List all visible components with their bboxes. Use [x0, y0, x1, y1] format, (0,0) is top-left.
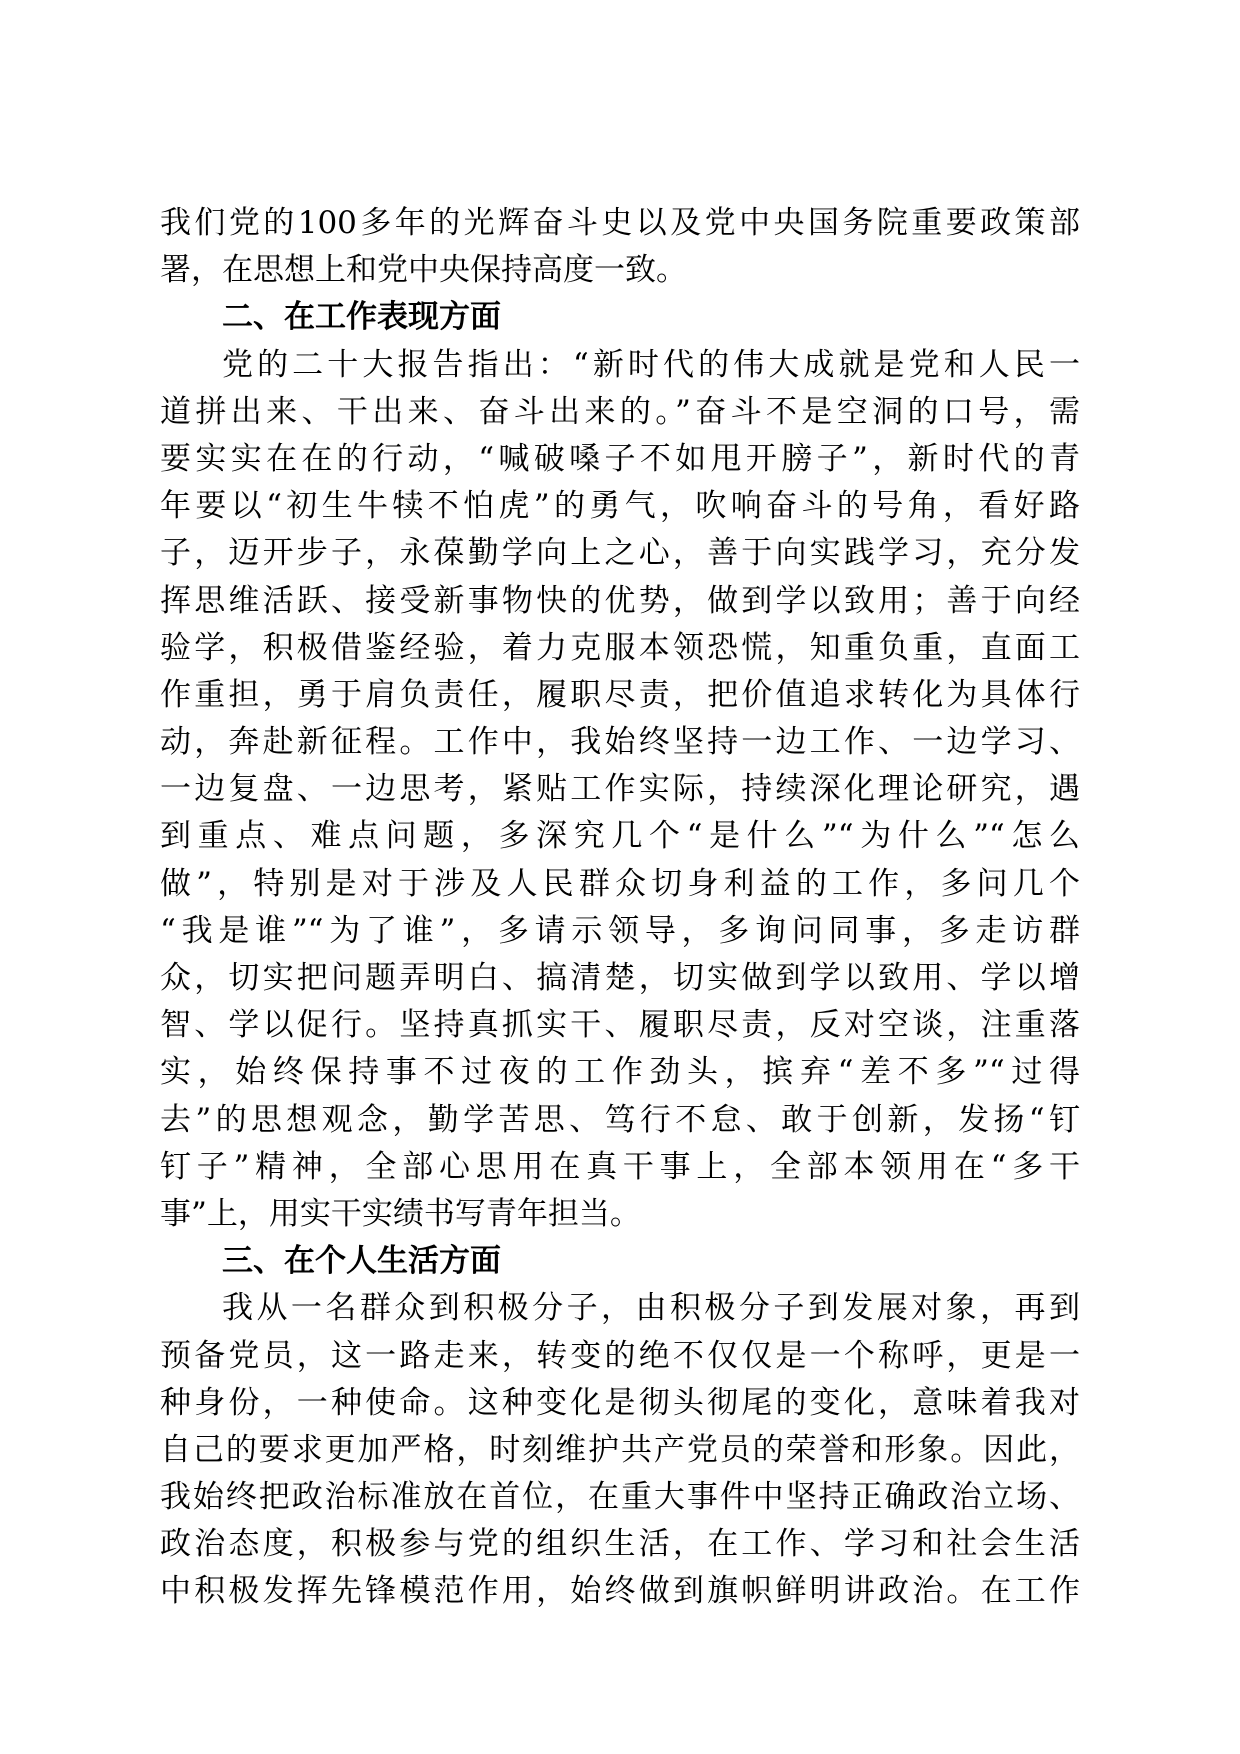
text-line: 做”，特别是对于涉及人民群众切身利益的工作，多问几个 — [160, 865, 1080, 902]
text-line: 署，在思想上和党中央保持高度一致。 — [160, 252, 687, 289]
text-line: 年要以“初生牛犊不怕虎”的勇气，吹响奋斗的号角，看好路 — [160, 488, 1080, 525]
text-line: 子，迈开步子，永葆勤学向上之心，善于向实践学习，充分发 — [160, 535, 1080, 572]
text-line: 事”上，用实干实绩书写青年担当。 — [160, 1195, 641, 1232]
paragraph-personal-life — [160, 1285, 1080, 1615]
paragraph-continuation — [160, 200, 1080, 294]
text-line: 中积极发挥先锋模范作用，始终做到旗帜鲜明讲政治。在工作 — [160, 1573, 1080, 1610]
text-line: 一边复盘、一边思考，紧贴工作实际，持续深化理论研究，遇 — [160, 771, 1080, 808]
text-line: 预备党员，这一路走来，转变的绝不仅仅是一个称呼，更是一 — [160, 1337, 1080, 1374]
text-line: 动，奔赴新征程。工作中，我始终坚持一边工作、一边学习、 — [160, 724, 1080, 761]
paragraph-work-performance — [160, 342, 1080, 1239]
text-line: 实，始终保持事不过夜的工作劲头，摈弃“差不多”“过得 — [160, 1054, 1080, 1091]
text-line: 党的二十大报告指出：“新时代的伟大成就是党和人民一 — [222, 346, 1080, 383]
text-line: 验学，积极借鉴经验，着力克服本领恐慌，知重负重，直面工 — [160, 629, 1080, 666]
text-line: 智、学以促行。坚持真抓实干、履职尽责，反对空谈，注重落 — [160, 1007, 1080, 1044]
text-line: 我始终把政治标准放在首位，在重大事件中坚持正确政治立场、 — [160, 1479, 1080, 1516]
text-line: 我从一名群众到积极分子，由积极分子到发展对象，再到 — [222, 1290, 1080, 1327]
text-line: “我是谁”“为了谁”，多请示领导，多询问同事，多走访群 — [160, 912, 1080, 949]
text-line: 种身份，一种使命。这种变化是彻头彻尾的变化，意味着我对 — [160, 1384, 1080, 1421]
text-line: 钉子”精神，全部心思用在真干事上，全部本领用在“多干 — [160, 1148, 1080, 1185]
section-heading-work-performance: 二、在工作表现方面 — [222, 299, 501, 336]
document-body — [160, 200, 1080, 1616]
text-line: 挥思维活跃、接受新事物快的优势，做到学以致用；善于向经 — [160, 582, 1080, 619]
text-line: 作重担，勇于肩负责任，履职尽责，把价值追求转化为具体行 — [160, 676, 1080, 713]
text-line: 要实实在在的行动，“喊破嗓子不如甩开膀子”，新时代的青 — [160, 440, 1080, 477]
text-line: 众，切实把问题弄明白、搞清楚，切实做到学以致用、学以增 — [160, 960, 1080, 996]
text-line: 去”的思想观念，勤学苦思、笃行不怠、敢于创新，发扬“钉 — [160, 1101, 1080, 1138]
text-line: 我们党的100多年的光辉奋斗史以及党中央国务院重要政策部 — [160, 205, 1080, 241]
text-line: 道拼出来、干出来、奋斗出来的。”奋斗不是空洞的口号，需 — [160, 393, 1080, 430]
text-line: 到重点、难点问题，多深究几个“是什么”“为什么”“怎么 — [160, 818, 1080, 855]
section-heading-personal-life: 三、在个人生活方面 — [222, 1243, 501, 1280]
text-line: 政治态度，积极参与党的组织生活，在工作、学习和社会生活 — [160, 1526, 1080, 1563]
text-line: 自己的要求更加严格，时刻维护共产党员的荣誉和形象。因此， — [160, 1431, 1080, 1468]
